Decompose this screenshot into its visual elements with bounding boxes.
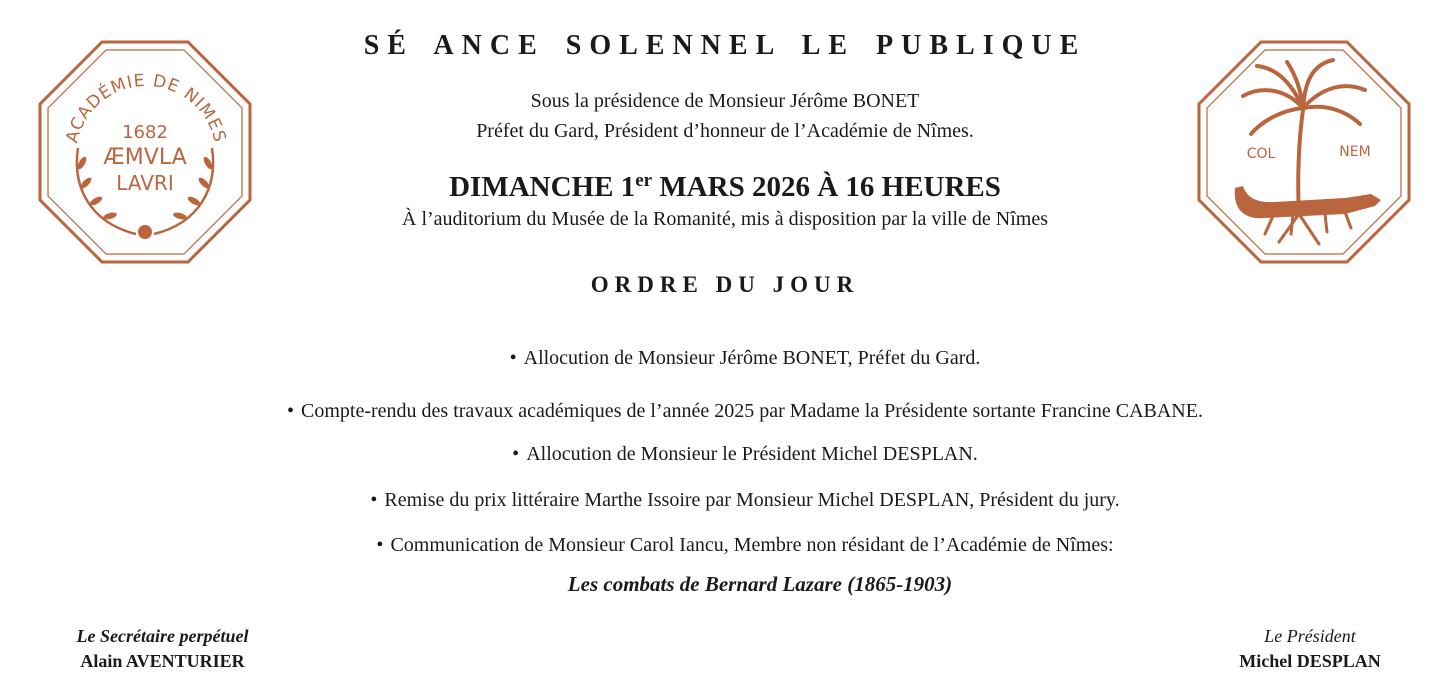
- signature-name: Michel DESPLAN: [1239, 651, 1381, 671]
- seal-label-col: COL: [1246, 146, 1276, 162]
- bullet-icon: •: [376, 534, 384, 556]
- event-date: [260, 170, 1190, 204]
- presidence-line-1: Sous la présidence de Monsieur Jérôme BONET: [530, 90, 920, 112]
- nimes-seal-right: [1195, 38, 1413, 266]
- bullet-icon: •: [509, 347, 517, 369]
- signature-secretary: [50, 624, 275, 674]
- date-prefix: DIMANCHE 1: [449, 171, 636, 203]
- agenda-item-text: Remise du prix littéraire Marthe Issoire par Monsieur Michel DESPLAN, Président du jury.: [384, 489, 1120, 511]
- date-ordinal: er: [635, 170, 653, 191]
- agenda-list: [100, 342, 1390, 572]
- event-venue: À l’auditorium du Musée de la Romanité, mis à disposition par la ville de Nîmes: [402, 208, 1048, 230]
- agenda-item-text: Communication de Monsieur Carol Iancu, Membre non résidant de l’Académie de Nîmes:: [390, 534, 1114, 556]
- seal-ring-text: ACADÉMIE DE NIMES: [62, 70, 230, 145]
- presidence-line-2: Préfet du Gard, Président d’honneur de l’Académie de Nîmes.: [476, 120, 974, 142]
- academie-seal-left: [36, 38, 254, 266]
- agenda-item: [100, 388, 1390, 434]
- page-title: SÉ ANCE SOLENNEL LE PUBLIQUE: [363, 30, 1087, 61]
- crocodile-palm-seal-image: [1195, 38, 1413, 266]
- date-rest: MARS 2026 À 16 HEURES: [652, 171, 1001, 203]
- agenda-heading: ORDRE DU JOUR: [590, 272, 860, 297]
- signature-name: Alain AVENTURIER: [80, 651, 245, 671]
- agenda-item: [100, 480, 1390, 526]
- talk-title: Les combats de Bernard Lazare (1865-1903): [567, 572, 953, 596]
- signature-president: [1200, 624, 1420, 674]
- bullet-icon: •: [287, 400, 295, 422]
- bullet-icon: •: [370, 489, 378, 511]
- agenda-item: [100, 434, 1390, 480]
- signature-role: Le Président: [1264, 626, 1356, 646]
- agenda-item: [100, 342, 1390, 388]
- seal-motto-1: ÆMVLA: [103, 145, 187, 170]
- bullet-icon: •: [512, 443, 520, 465]
- signature-role: Le Secrétaire perpétuel: [76, 626, 249, 646]
- agenda-item-text: Allocution de Monsieur Jérôme BONET, Préfet du Gard.: [523, 347, 981, 369]
- agenda-item-text: Allocution de Monsieur le Président Michel DESPLAN.: [526, 443, 978, 465]
- seal-label-nem: NEM: [1339, 144, 1371, 160]
- seal-motto-2: LAVRI: [116, 171, 174, 195]
- agenda-item-text: Compte-rendu des travaux académiques de l’année 2025 par Madame la Présidente sortante Francine CABANE.: [301, 400, 1203, 422]
- academie-seal-image: [36, 38, 254, 266]
- seal-year: 1682: [122, 122, 168, 143]
- agenda-item: [100, 526, 1390, 572]
